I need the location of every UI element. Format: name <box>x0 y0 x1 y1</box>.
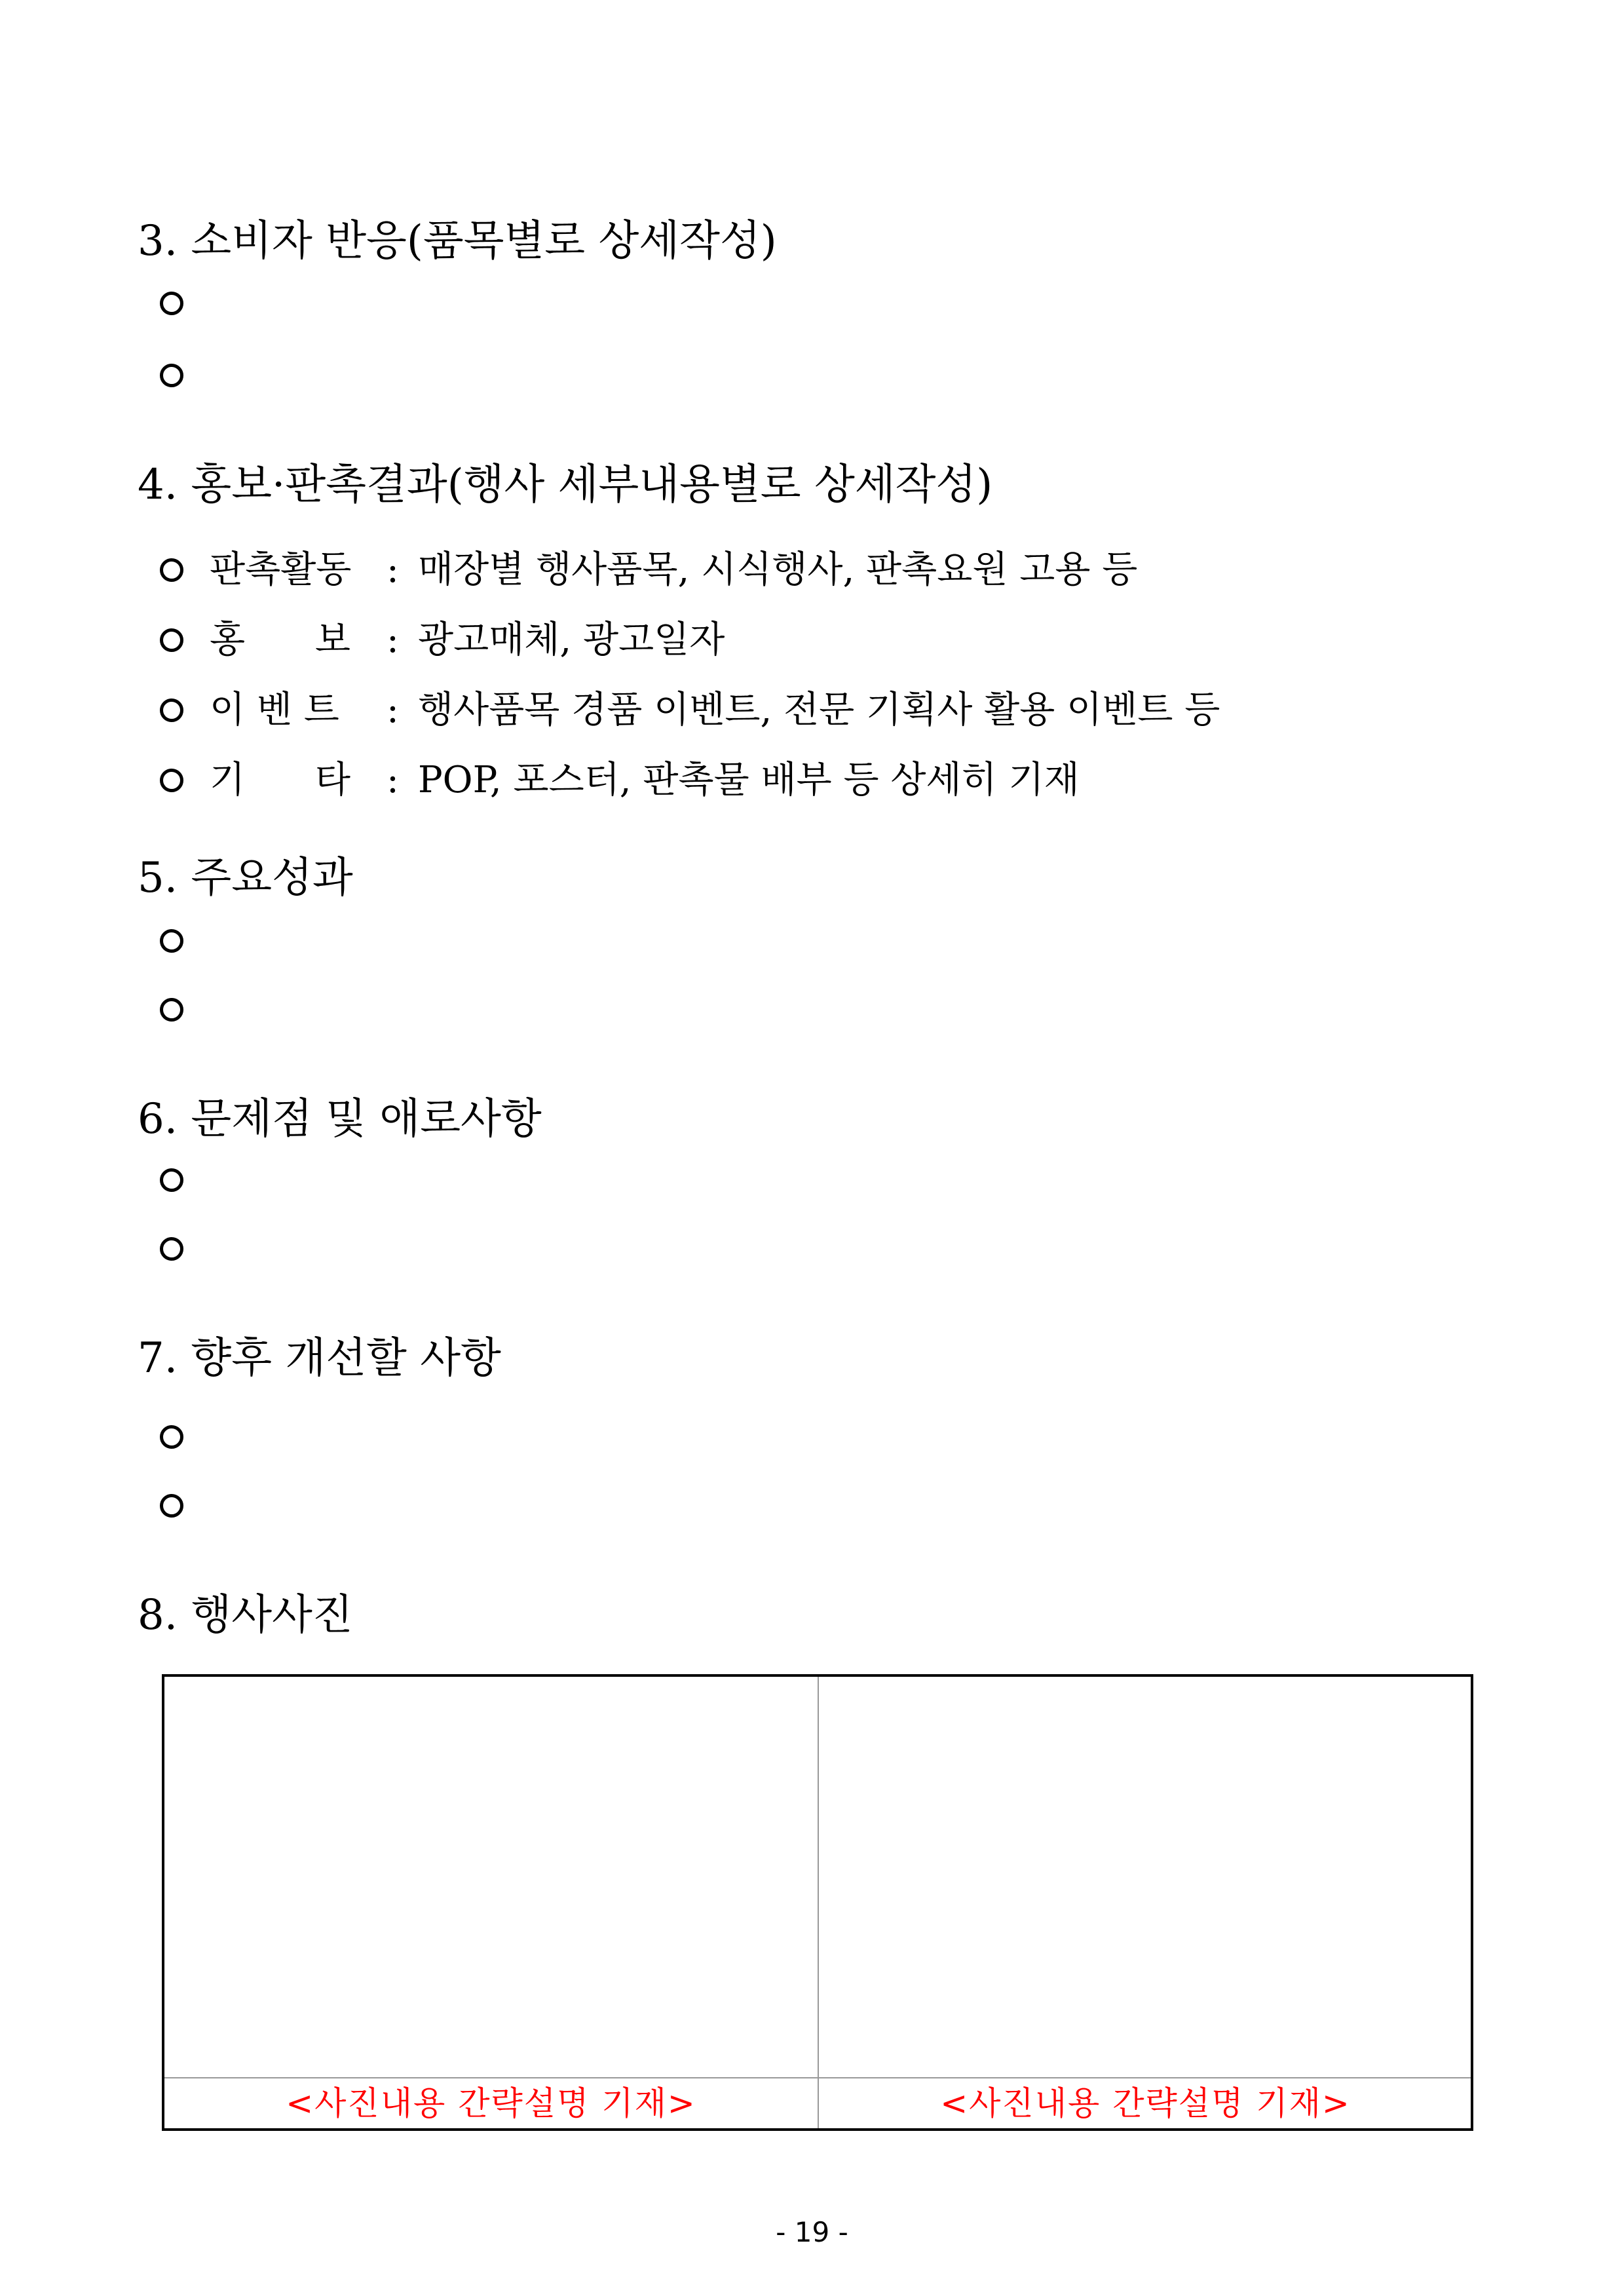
circle-bullet-icon <box>160 1168 183 1192</box>
section-4-item <box>160 687 1220 733</box>
circle-bullet-icon <box>160 698 183 722</box>
section-7-title: 7. 향후 개선할 사항 <box>138 1334 501 1383</box>
section-5-bullet-2 <box>160 998 210 1022</box>
circle-bullet-icon <box>160 1425 183 1449</box>
section-4-item <box>160 617 725 663</box>
section-4-item <box>160 547 1137 593</box>
circle-bullet-icon <box>160 364 183 387</box>
page-number: - 19 - <box>776 2216 848 2248</box>
section-6-bullet-1 <box>160 1168 210 1192</box>
section-4-item <box>160 757 1080 803</box>
item-separator: : <box>387 689 399 731</box>
item-text: 매장별 행사품목, 시식행사, 판촉요원 고용 등 <box>418 548 1138 591</box>
circle-bullet-icon <box>160 769 183 792</box>
photo-slot-left <box>164 1677 819 2081</box>
section-8-title: 8. 행사사진 <box>138 1591 353 1639</box>
section-7-bullet-1 <box>160 1425 210 1449</box>
photo-table <box>162 1674 1473 2131</box>
circle-bullet-icon <box>160 1494 183 1518</box>
item-separator: : <box>387 759 399 801</box>
item-label: 이 벤 트 <box>210 689 339 731</box>
section-6-title: 6. 문제점 및 애로사항 <box>138 1095 542 1143</box>
item-text: POP, 포스터, 판촉물 배부 등 상세히 기재 <box>418 759 1080 801</box>
circle-bullet-icon <box>160 929 183 953</box>
photo-caption-left: <사진내용 간략설명 기재> <box>164 2078 819 2128</box>
photo-slot-right <box>819 1677 1472 2081</box>
photo-caption-right: <사진내용 간략설명 기재> <box>940 2084 1351 2122</box>
section-4-title: 4. 홍보·판촉결과(행사 세부내용별로 상세작성) <box>138 461 993 509</box>
item-label: 기 타 <box>210 759 350 801</box>
item-separator: : <box>387 619 399 661</box>
section-3-title: 3. 소비자 반응(품목별로 상세작성) <box>138 217 777 265</box>
item-label: 판촉활동 <box>210 548 352 591</box>
section-7-bullet-2 <box>160 1494 210 1518</box>
section-3-bullet-2 <box>160 364 210 387</box>
section-5-title: 5. 주요성과 <box>138 854 353 902</box>
item-label: 홍 보 <box>210 619 350 661</box>
circle-bullet-icon <box>160 628 183 652</box>
section-6-bullet-2 <box>160 1237 210 1261</box>
section-5-bullet-1 <box>160 929 210 953</box>
circle-bullet-icon <box>160 1237 183 1261</box>
section-3-bullet-1 <box>160 292 210 315</box>
circle-bullet-icon <box>160 558 183 582</box>
photo-caption-row <box>164 2077 1471 2128</box>
circle-bullet-icon <box>160 292 183 315</box>
circle-bullet-icon <box>160 998 183 1022</box>
item-text: 광고매체, 광고일자 <box>418 619 725 661</box>
item-separator: : <box>387 548 399 591</box>
item-text: 행사품목 경품 이벤트, 전문 기획사 활용 이벤트 등 <box>418 689 1220 731</box>
